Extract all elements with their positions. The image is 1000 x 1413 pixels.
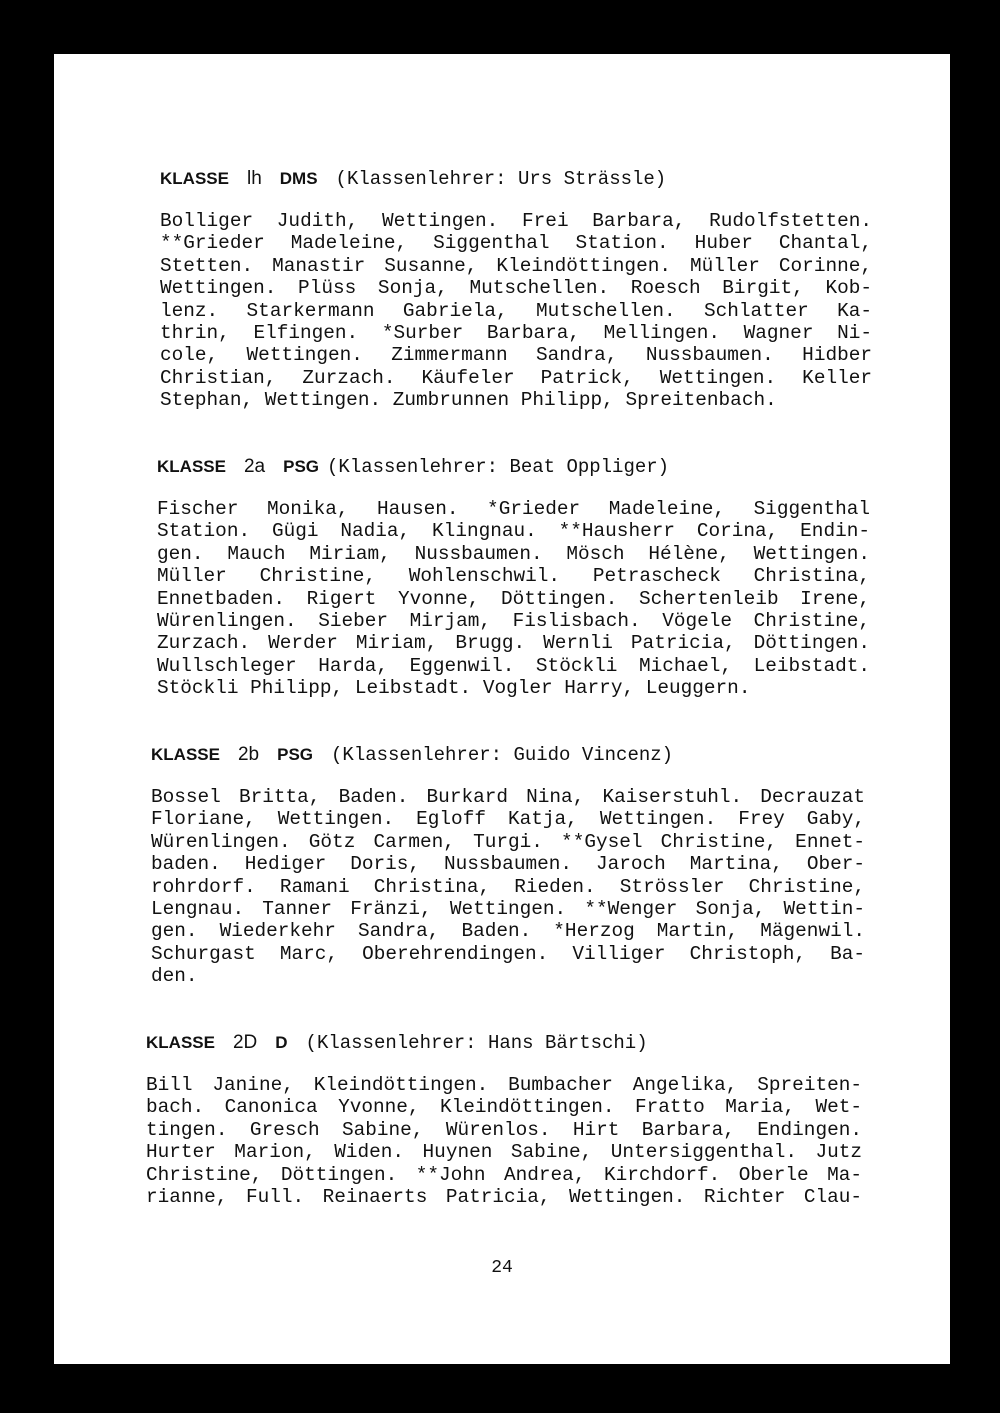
klasse-label: KLASSE [157,457,226,476]
class-teacher: (Klassenlehrer: Hans Bärtschi) [305,1032,648,1054]
student-list-line: thrin, Elfingen. *Surber Barbara, Mellingen. Wagner Ni- [160,322,872,345]
class-code: 2D [232,1032,258,1053]
class-heading [146,1032,862,1054]
class-code: 2b [237,744,260,765]
class-type: D [275,1033,288,1052]
student-list-line: Wullschleger Harda, Eggenwil. Stöckli Michael, Leibstadt. [157,654,870,677]
student-list [157,498,870,700]
student-list-line: Wettingen. Plüss Sonja, Mutschellen. Roesch Birgit, Kob- [160,277,872,300]
student-list-line: tingen. Gresch Sabine, Würenlos. Hirt Barbara, Endingen. [146,1118,862,1141]
student-list-line: Würenlingen. Götz Carmen, Turgi. **Gysel Christine, Ennet- [151,830,865,853]
student-list-line: Ennetbaden. Rigert Yvonne, Döttingen. Schertenleib Irene, [157,587,870,610]
student-list-line: Stetten. Manastir Susanne, Kleindöttingen. Müller Corinne, [160,254,872,277]
student-list-line: **Grieder Madeleine, Siggenthal Station. Huber Chantal, [160,232,872,255]
student-list-line: gen. Wiederkehr Sandra, Baden. *Herzog Martin, Mägenwil. [151,920,865,943]
class-heading [151,744,865,766]
student-list [146,1074,862,1208]
student-list-line: Hurter Marion, Widen. Huynen Sabine, Untersiggenthal. Jutz [146,1141,862,1164]
student-list-line: Würenlingen. Sieber Mirjam, Fislisbach. Vögele Christine, [157,610,870,633]
class-teacher: (Klassenlehrer: Urs Strässle) [335,168,667,190]
class-section-2d [146,1032,862,1208]
student-list-line: Christian, Zurzach. Käufeler Patrick, Wettingen. Keller [160,366,872,389]
student-list [160,210,872,412]
student-list-line: den. [151,965,198,988]
student-list-line: Zurzach. Werder Miriam, Brugg. Wernli Patricia, Döttingen. [157,632,870,655]
student-list-line: Stephan, Wettingen. Zumbrunnen Philipp, Spreitenbach. [160,389,777,412]
student-list-line: bach. Canonica Yvonne, Kleindöttingen. Fratto Maria, Wet- [146,1096,862,1119]
student-list-line: Lengnau. Tanner Fränzi, Wettingen. **Wenger Sonja, Wettin- [151,898,865,921]
class-type: PSG [283,457,320,476]
page-number: 24 [491,1258,513,1278]
student-list-line: Bolliger Judith, Wettingen. Frei Barbara, Rudolfstetten. [160,210,872,232]
klasse-label: KLASSE [160,169,229,188]
student-list-line: Station. Gügi Nadia, Klingnau. **Hausherr Corina, Endin- [157,520,870,543]
student-list-line: Bill Janine, Kleindöttingen. Bumbacher Angelika, Spreiten- [146,1074,862,1096]
student-list-line: Stöckli Philipp, Leibstadt. Vogler Harry, Leuggern. [157,677,751,700]
student-list-line: lenz. Starkermann Gabriela, Mutschellen. Schlatter Ka- [160,299,872,322]
student-list-line: Müller Christine, Wohlenschwil. Petrascheck Christina, [157,565,870,588]
klasse-label: KLASSE [146,1033,215,1052]
student-list-line: Floriane, Wettingen. Egloff Katja, Wettingen. Frey Gaby, [151,808,865,831]
student-list-line: cole, Wettingen. Zimmermann Sandra, Nussbaumen. Hidber [160,344,872,367]
class-heading [157,456,870,478]
student-list-line: gen. Mauch Miriam, Nussbaumen. Mösch Hélène, Wettingen. [157,542,870,565]
student-list-line: rohrdorf. Ramani Christina, Rieden. Strössler Christine, [151,875,865,898]
class-section-2b [151,744,865,988]
class-section-2a [157,456,870,700]
student-list-line: rianne, Full. Reinaerts Patricia, Wettingen. Richter Clau- [146,1186,862,1209]
student-list-line: Fischer Monika, Hausen. *Grieder Madeleine, Siggenthal [157,498,870,520]
student-list-line: Christine, Döttingen. **John Andrea, Kirchdorf. Oberle Ma- [146,1163,862,1186]
student-list [151,786,865,988]
class-teacher: (Klassenlehrer: Beat Oppliger) [327,456,670,478]
student-list-line: Bossel Britta, Baden. Burkard Nina, Kaiserstuhl. Decrauzat [151,786,865,808]
student-list-line: Schurgast Marc, Oberehrendingen. Villiger Christoph, Ba- [151,942,865,965]
class-section-1h [160,168,872,412]
klasse-label: KLASSE [151,745,220,764]
class-code: lh [246,168,262,189]
class-type: DMS [279,169,318,188]
class-type: PSG [277,745,314,764]
student-list-line: baden. Hediger Doris, Nussbaumen. Jaroch Martina, Ober- [151,853,865,876]
class-heading [160,168,872,190]
document-page [54,54,950,1364]
class-teacher: (Klassenlehrer: Guido Vincenz) [331,744,674,766]
class-code: 2a [243,456,266,477]
